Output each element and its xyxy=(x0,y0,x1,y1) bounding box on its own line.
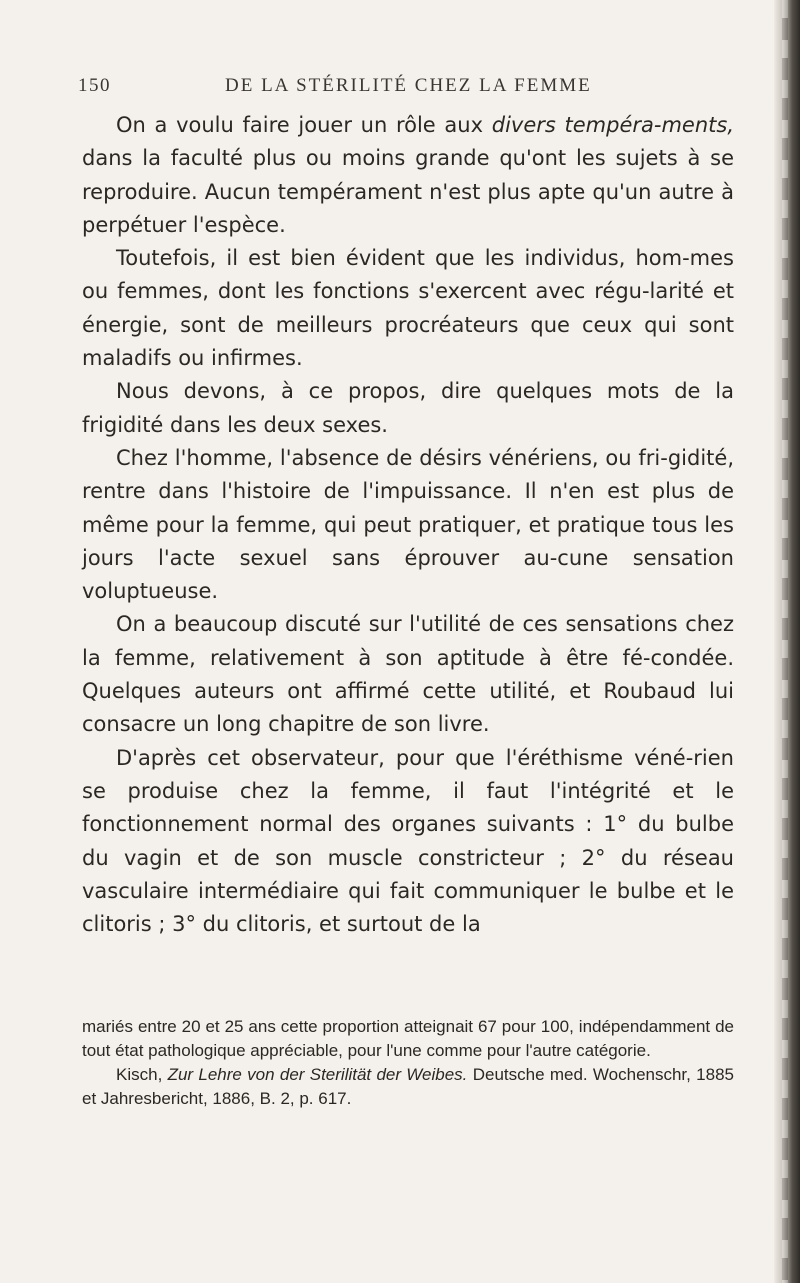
body-text xyxy=(82,109,734,941)
footnote-text: mariés entre 20 et 25 ans cette proportion atteignait 67 pour 100, indépendamment de tout état pathologique appréciable, pour l'une comme pour l'autre catégorie. xyxy=(82,1017,734,1060)
paragraph-1: On a voulu faire jouer un rôle aux divers tempéra-ments, dans la faculté plus ou moins grande qu'ont les sujets à se reproduire. Aucun tempérament n'est plus apte qu'un autre à perpétuer l'espèce. xyxy=(82,113,734,237)
paragraph-5: On a beaucoup discuté sur l'utilité de ces sensations chez la femme, relativement à son aptitude à être fé-condée. Quelques auteurs ont affirmé cette utilité, et Roubaud lui consacre un long chapitre de son livre. xyxy=(82,612,734,737)
italic-phrase: divers tempéra-ments, xyxy=(491,113,734,137)
running-header xyxy=(78,75,768,105)
page-number: 150 xyxy=(78,75,111,96)
paragraph-4: Chez l'homme, l'absence de désirs vénériens, ou fri-gidité, rentre dans l'histoire de l'impuissance. Il n'en est plus de même pour la femme, qui peut pratiquer, et pratique tous les jours l'acte sexuel sans éprouver au-cune sensation voluptueuse. xyxy=(82,445,734,604)
paragraph-2: Toutefois, il est bien évident que les individus, hom-mes ou femmes, dont les fonctions s'exercent avec régu-larité et énergie, sont de meilleurs procréateurs que ceux qui sont maladifs ou infirmes. xyxy=(82,246,734,371)
paragraph-3: Nous devons, à ce propos, dire quelques mots de la frigidité dans les deux sexes. xyxy=(82,379,734,437)
paragraph-6: D'après cet observateur, pour que l'éréthisme véné-rien se produise chez la femme, il faut l'intégrité et le fonctionnement normal des organes suivants : 1° du bulbe du vagin et de son muscle constricteur ; 2° du réseau vasculaire intermédiaire qui fait communiquer le bulbe et le clitoris ; 3° du clitoris, et surtout de la xyxy=(82,745,734,937)
running-title: DE LA STÉRILITÉ CHEZ LA FEMME xyxy=(225,75,592,96)
reference-title: Zur Lehre von der Sterilität der Weibes. xyxy=(167,1065,468,1084)
page-edge-shadow xyxy=(774,0,800,1283)
footnote xyxy=(82,1015,734,1111)
footnote-reference: Kisch, Zur Lehre von der Sterilität der Weibes. Deutsche med. Wochenschr, 1885 et Jahresbericht, 1886, B. 2, p. 617. xyxy=(82,1065,734,1108)
